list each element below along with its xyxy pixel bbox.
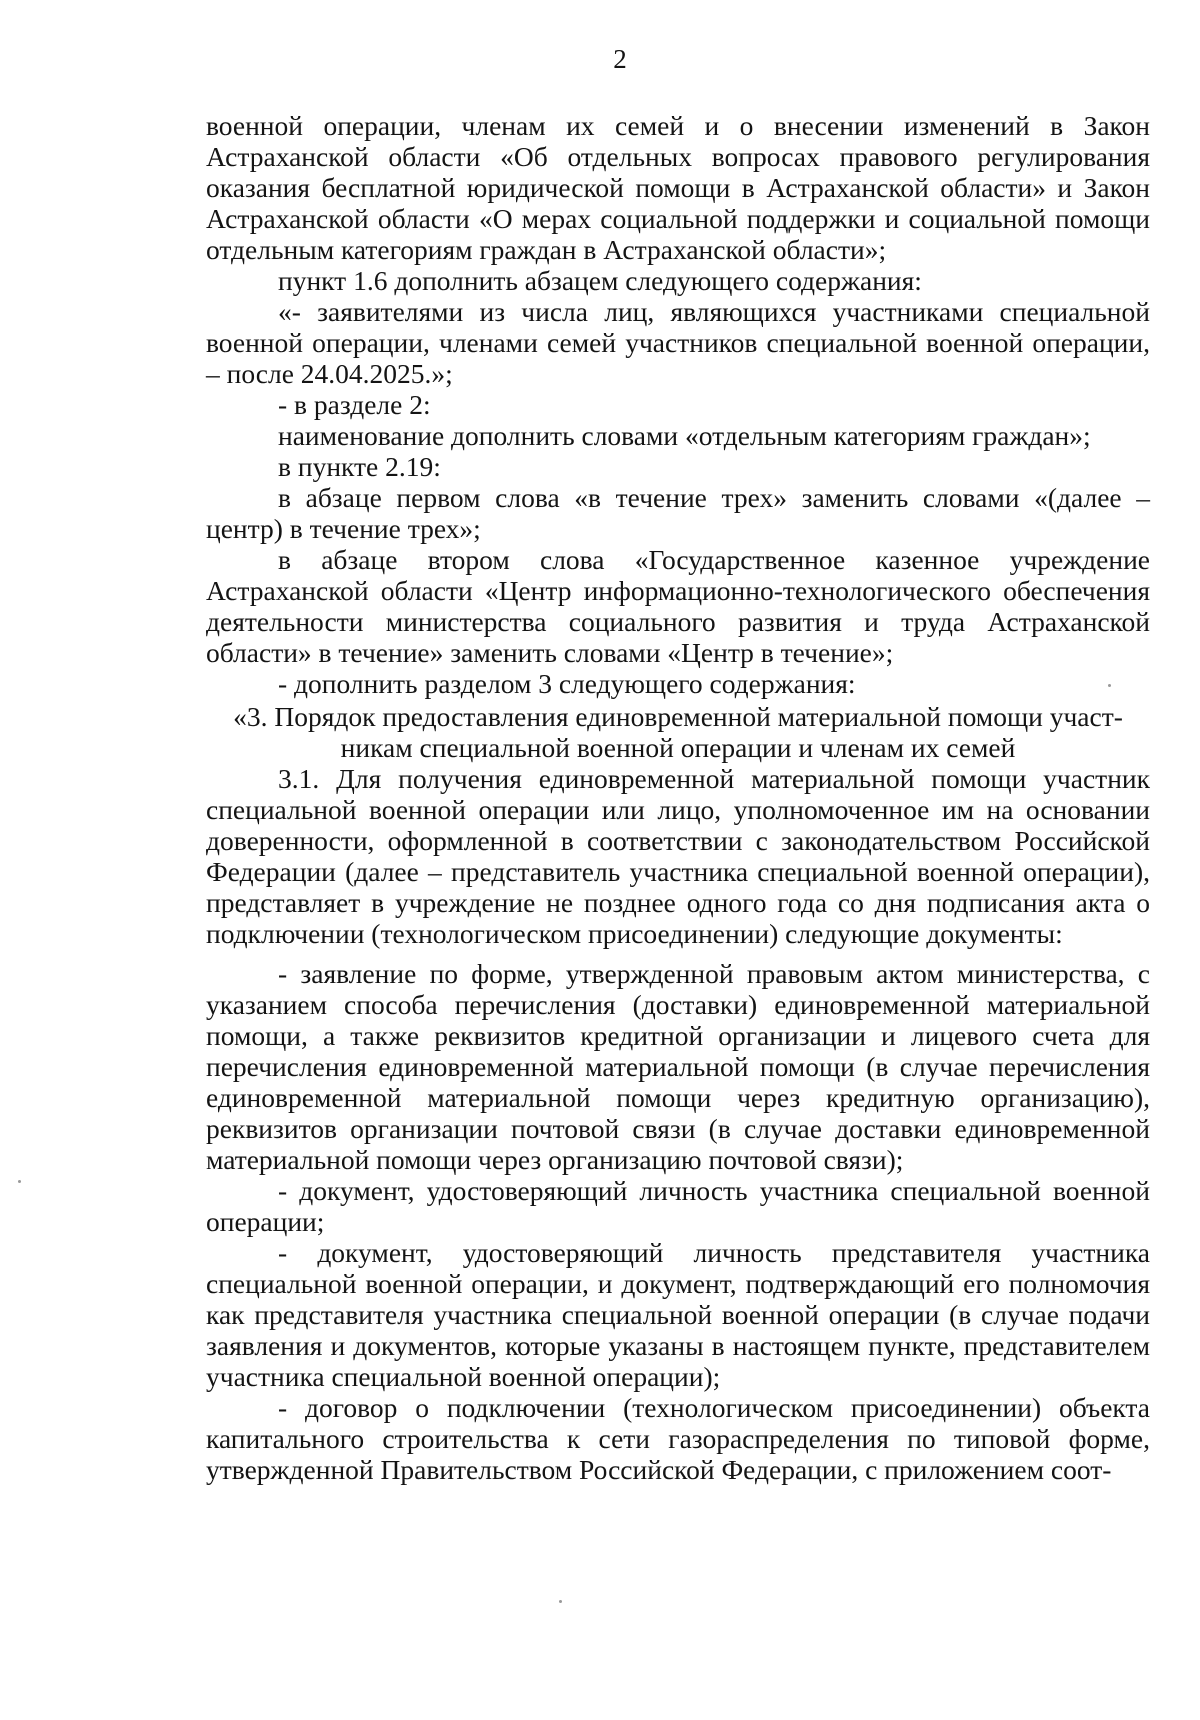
page-number: 2 (613, 44, 627, 74)
paragraph: военной операции, членам их семей и о внесении изменений в Закон Астраханской области «Об отдельных вопросах правового регулирования оказания бесплатной юридической помощи в Астраханской области» и Закон Астраханской области «О мерах социальной поддержки и социальной помощи отдельным категориям граждан в Астраханской области»; (206, 110, 1150, 265)
paragraph: пункт 1.6 дополнить абзацем следующего содержания: (278, 265, 922, 296)
section-heading-continued: никам специальной военной операции и членам их семей (340, 732, 1016, 763)
paragraph: «- заявителями из числа лиц, являющихся участниками специальной военной операции, членами семей участников специальной военной операции, – после 24.04.2025.»; (206, 296, 1150, 389)
list-item: - договор о подключении (технологическом присоединении) объекта капитального строительства к сети газораспределения по типовой форме, утвержденной Правительством Российской Федерации, с приложением соот- (206, 1392, 1150, 1485)
paragraph: в абзаце первом слова «в течение трех» заменить словами «(далее – центр) в течение трех»; (206, 482, 1150, 544)
paragraph: - в разделе 2: (278, 389, 431, 420)
paragraph: 3.1. Для получения единовременной материальной помощи участник специальной военной операции или лицо, уполномоченное им на основании доверенности, оформленной в соответствии с законодательством Российской Федерации (далее – представитель участника специальной военной операции), представляет в учреждение не позднее одного года со дня подписания акта о подключении (технологическом присоединении) следующие документы: (206, 763, 1150, 949)
scan-speck (18, 1180, 21, 1183)
list-item: - заявление по форме, утвержденной правовым актом министерства, с указанием способа перечисления (доставки) единовременной материальной помощи, а также реквизитов кредитной организации и лицевого счета для перечисления единовременной материальной помощи (в случае перечисления единовременной материальной помощи через кредитную организацию), реквизитов организации почтовой связи (в случае доставки единовременной материальной помощи через организацию почтовой связи); (206, 958, 1150, 1175)
section-heading: «3. Порядок предоставления единовременной материальной помощи участ- (233, 701, 1123, 732)
paragraph: в абзаце втором слова «Государственное казенное учреждение Астраханской области «Центр информационно-технологического обеспечения деятельности министерства социального развития и труда Астраханской области» в течение» заменить словами «Центр в течение»; (206, 544, 1150, 668)
paragraph: наименование дополнить словами «отдельным категориям граждан»; (278, 420, 1091, 451)
list-item: - документ, удостоверяющий личность участника специальной военной операции; (206, 1175, 1150, 1237)
paragraph: в пункте 2.19: (278, 451, 441, 482)
document-body (206, 110, 1150, 1485)
paragraph: - дополнить разделом 3 следующего содержания: (278, 668, 856, 699)
scan-speck (559, 1600, 562, 1603)
scan-speck (1108, 684, 1111, 687)
list-item: - документ, удостоверяющий личность представителя участника специальной военной операции, и документ, подтверждающий его полномочия как представителя участника специальной военной операции (в случае подачи заявления и документов, которые указаны в настоящем пункте, представителем участника специальной военной операции); (206, 1237, 1150, 1392)
